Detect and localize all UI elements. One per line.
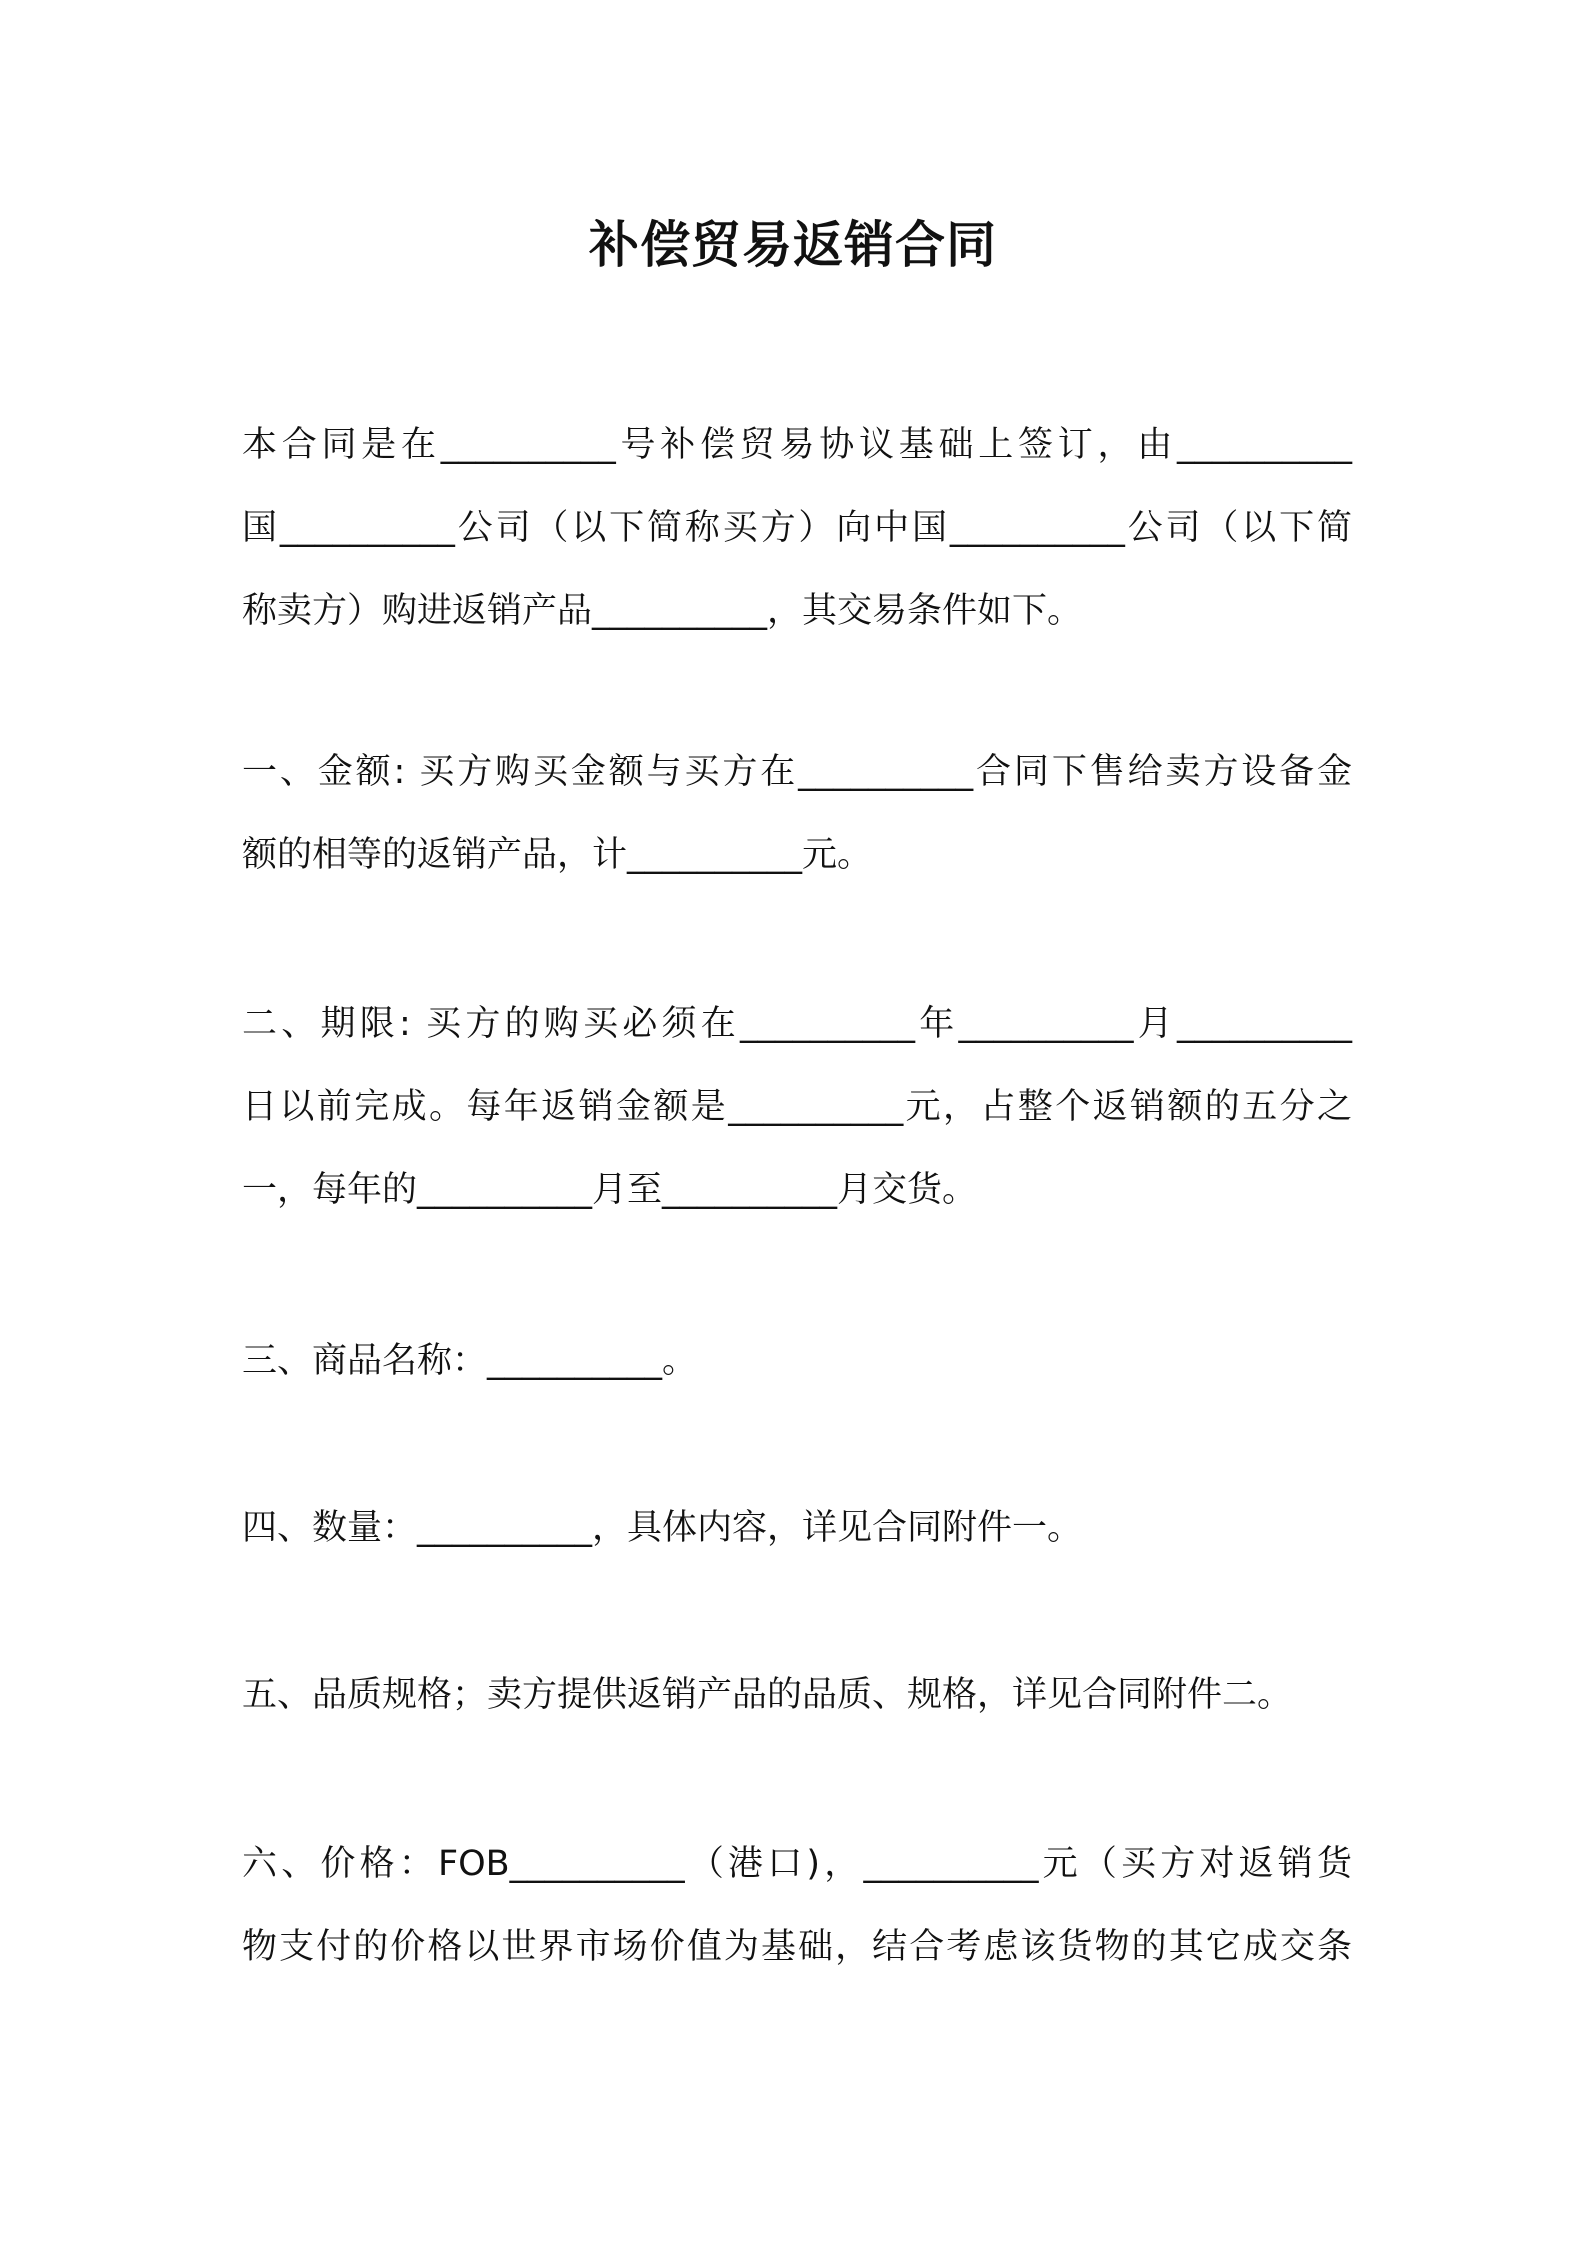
paragraph-term [242, 983, 1352, 1232]
paragraph-line: 国__________公司（以下简称买方）向中国__________公司（以下简 [242, 508, 1352, 548]
paragraph-line: 本合同是在__________号补偿贸易协议基础上签订，由__________ [242, 425, 1352, 465]
paragraph-price [242, 1823, 1352, 1989]
paragraph-quantity [242, 1487, 1352, 1570]
paragraph-product-name [242, 1320, 1352, 1403]
paragraph-line: 二、期限: 买方的购买必须在__________年__________月__________ [242, 1004, 1352, 1044]
paragraph-line: 额的相等的返销产品，计__________元。 [242, 835, 873, 875]
paragraph-intro [242, 404, 1352, 653]
paragraph-line: 一，每年的__________月至__________月交货。 [242, 1170, 978, 1210]
paragraph-line: 日以前完成。每年返销金额是__________元，占整个返销额的五分之 [242, 1087, 1352, 1127]
paragraph-line: 物支付的价格以世界市场价值为基础，结合考虑该货物的其它成交条 [242, 1927, 1352, 1967]
paragraph-line: 五、品质规格；卖方提供返销产品的品质、规格，详见合同附件二。 [242, 1675, 1293, 1715]
paragraph-line: 三、商品名称：__________。 [242, 1341, 698, 1381]
document-title: 补偿贸易返销合同 [589, 216, 997, 274]
paragraph-line: 四、数量：__________，具体内容，详见合同附件一。 [242, 1508, 1083, 1548]
paragraph-amount [242, 731, 1352, 897]
paragraph-line: 一、金额: 买方购买金额与买方在__________合同下售给卖方设备金 [242, 752, 1352, 792]
paragraph-line: 称卖方）购进返销产品__________，其交易条件如下。 [242, 591, 1083, 631]
paragraph-quality [242, 1654, 1352, 1737]
paragraph-line: 六、价格：FOB__________（港口)，__________元（买方对返销货 [242, 1844, 1352, 1884]
